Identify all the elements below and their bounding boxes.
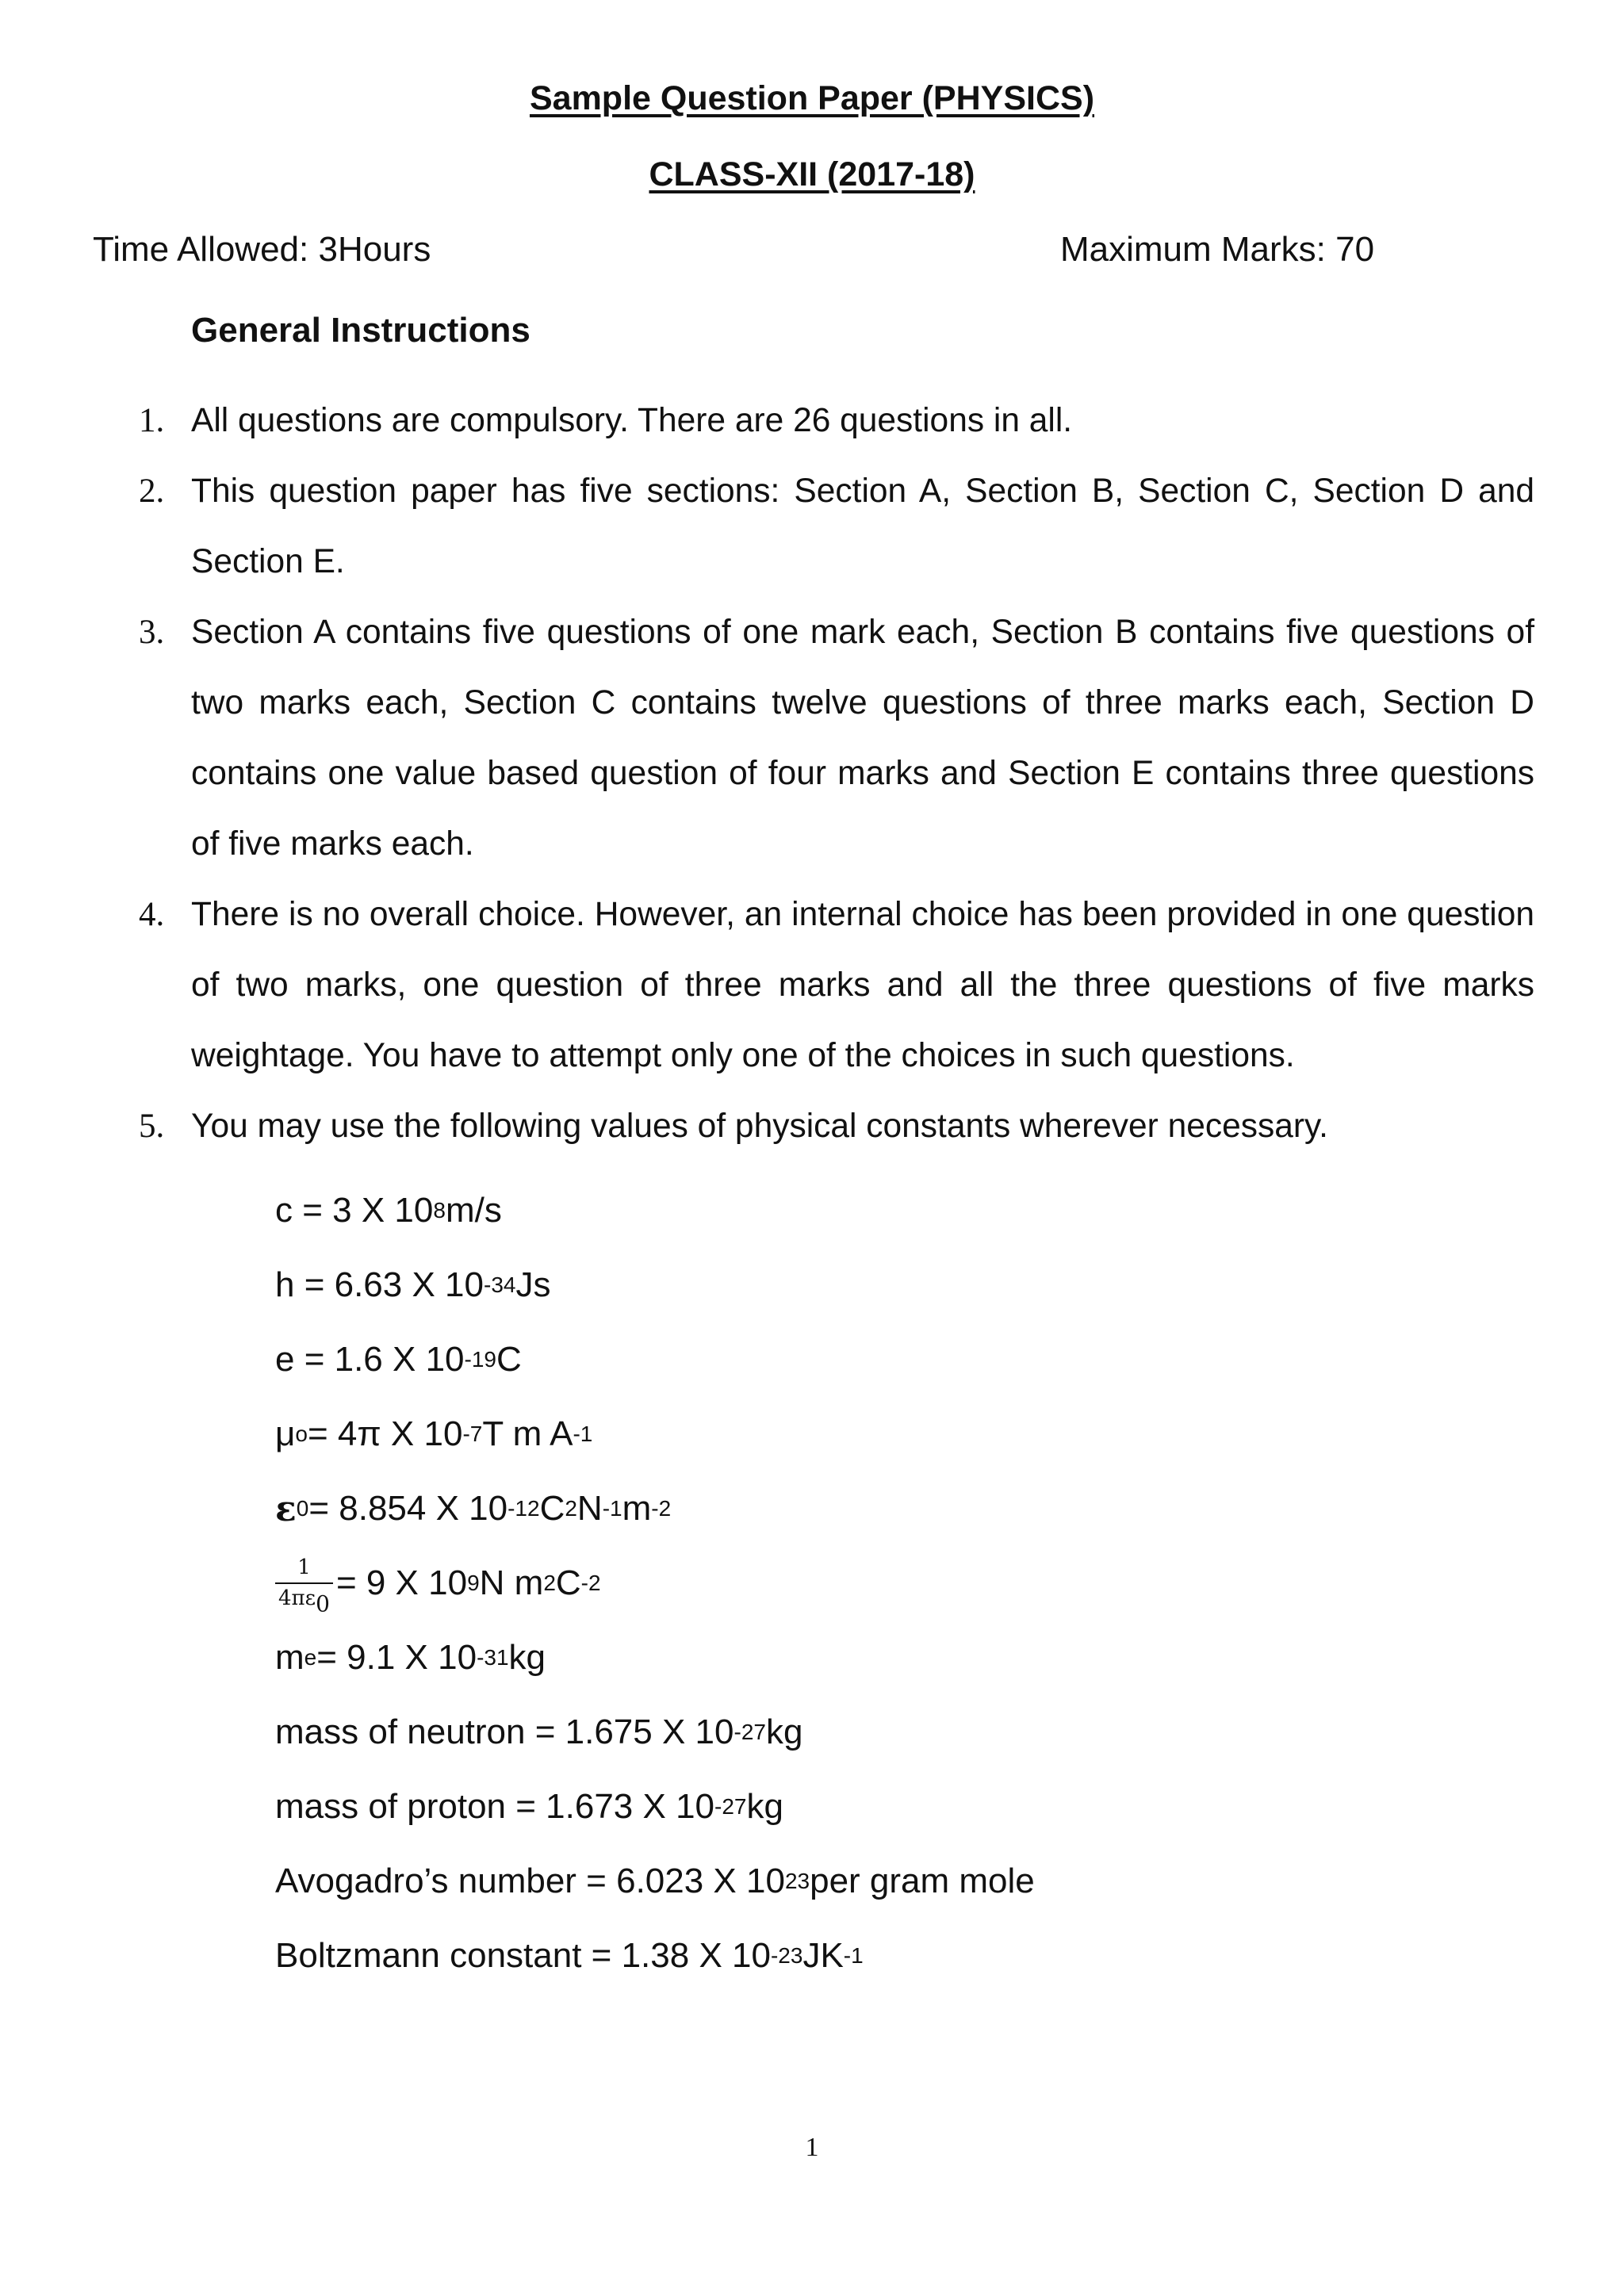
- constant-proton-mass: mass of proton = 1.673 X 10 -27 kg: [275, 1787, 783, 1826]
- instruction-number: 2.: [139, 473, 165, 510]
- constant-unit: per gram mole: [810, 1862, 1035, 1900]
- constant-permittivity: ε 0 = 8.854 X 10 -12 C 2 N -1 m -2: [275, 1488, 672, 1529]
- constant-unit: kg: [765, 1712, 803, 1751]
- constant-rhs: = 4π X 10: [307, 1414, 463, 1453]
- constant-unit: C: [496, 1340, 522, 1379]
- paper-title: Sample Question Paper (PHYSICS): [529, 79, 1095, 117]
- fraction: [275, 1556, 333, 1617]
- class-line: CLASS-XII (2017-18): [649, 155, 975, 193]
- instruction-item: [139, 879, 1534, 1091]
- constant-lhs: mass of proton = 1.673 X 10: [275, 1787, 715, 1826]
- constant-coulomb: $\frac{1}{4\pi\varepsilon_0}$ = 9 X 10 9 N m 2 C -2: [275, 1546, 1035, 1621]
- symbol: m: [275, 1638, 304, 1677]
- time-allowed: Time Allowed: 3Hours: [93, 230, 431, 269]
- constant-planck: h = 6.63 X 10 -34 Js: [275, 1265, 551, 1304]
- constant-unit: N m: [479, 1563, 544, 1602]
- instruction-text: Section A contains five questions of one mark each, Section B contains five questions of two marks each, Section C contains twelve questions of three marks each, Section D contains one value based question of four marks and Section E contains three questions of five marks each.: [191, 614, 1534, 863]
- constant-electron-mass: m e = 9.1 X 10 -31 kg: [275, 1638, 546, 1677]
- page-number: 1: [805, 2133, 819, 2162]
- constant-unit: m: [622, 1489, 652, 1528]
- constant-neutron-mass: mass of neutron = 1.675 X 10 -27 kg: [275, 1712, 803, 1751]
- instruction-number: 4.: [139, 896, 165, 933]
- constant-speed-of-light: c = 3 X 10 8 m/s: [275, 1191, 502, 1230]
- symbol: μ: [275, 1414, 296, 1453]
- instruction-item: [139, 597, 1534, 879]
- epsilon-symbol: ε: [275, 1488, 297, 1529]
- constant-unit: C: [555, 1563, 581, 1602]
- instruction-number: 5.: [139, 1108, 165, 1145]
- constant-boltzmann: Boltzmann constant = 1.38 X 10 -23 JK -1: [275, 1936, 864, 1975]
- constant-lhs: e = 1.6 X 10: [275, 1340, 465, 1379]
- constant-rhs: = 8.854 X 10: [308, 1489, 508, 1528]
- instruction-number: 1.: [139, 402, 165, 439]
- constant-electron-charge: e = 1.6 X 10 -19 C: [275, 1340, 522, 1379]
- constant-unit: T m A: [482, 1414, 573, 1453]
- constant-unit: Js: [515, 1265, 551, 1304]
- instruction-text: All questions are compulsory. There are 26 questions in all.: [191, 402, 1073, 439]
- instruction-text: There is no overall choice. However, an internal choice has been provided in one question of two marks, one question of three marks and all the three questions of five marks weightage. You have to attempt only one of the choices in such questions.: [191, 896, 1534, 1074]
- physical-constants: [275, 1173, 1035, 1993]
- constant-rhs: = 9 X 10: [335, 1563, 468, 1602]
- constant-unit: C: [539, 1489, 565, 1528]
- constant-lhs: c = 3 X 10: [275, 1191, 434, 1230]
- instruction-item: [139, 456, 1534, 597]
- instruction-item: [139, 1091, 1534, 1161]
- instructions-list: [139, 385, 1534, 1161]
- instruction-text: This question paper has five sections: Section A, Section B, Section C, Section D and Section E.: [191, 473, 1534, 580]
- constant-unit: N: [576, 1489, 603, 1528]
- constant-lhs: Avogadro’s number = 6.023 X 10: [275, 1862, 785, 1900]
- fraction-numerator: 1: [297, 1556, 311, 1580]
- constant-permeability: μ o = 4π X 10 -7 T m A -1: [275, 1414, 593, 1453]
- subscript: 0: [316, 1590, 330, 1617]
- constant-avogadro: Avogadro’s number = 6.023 X 10 23 per gram mole: [275, 1862, 1035, 1900]
- constant-lhs: Boltzmann constant = 1.38 X 10: [275, 1936, 771, 1975]
- instructions-heading: General Instructions: [191, 311, 530, 350]
- fraction-denominator: [275, 1582, 333, 1617]
- constant-unit: kg: [746, 1787, 783, 1826]
- instruction-item: [139, 385, 1534, 456]
- constant-unit: JK: [802, 1936, 844, 1975]
- constant-rhs: = 9.1 X 10: [316, 1638, 477, 1677]
- denominator-text: 4πε: [278, 1586, 316, 1610]
- constant-lhs: mass of neutron = 1.675 X 10: [275, 1712, 734, 1751]
- constant-unit: m/s: [445, 1191, 502, 1230]
- constant-lhs: h = 6.63 X 10: [275, 1265, 484, 1304]
- instruction-number: 3.: [139, 614, 165, 651]
- instruction-text: You may use the following values of physical constants wherever necessary.: [191, 1108, 1328, 1145]
- maximum-marks: Maximum Marks: 70: [1060, 230, 1375, 269]
- constant-unit: kg: [508, 1638, 546, 1677]
